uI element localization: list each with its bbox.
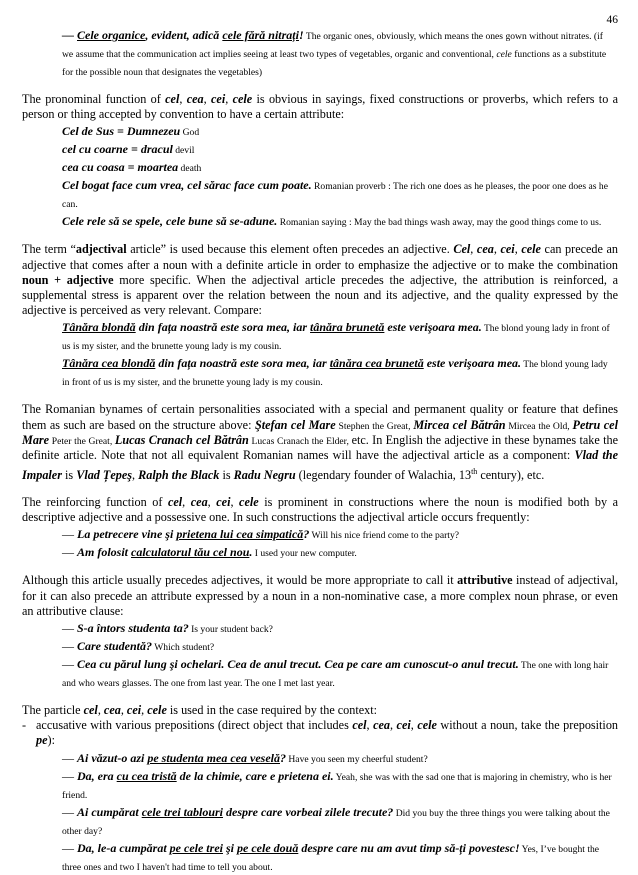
bynames-paragraph: The Romanian bynames of certain personalities associated with a special and permanent quality or feature that defines them as such are based on the structure above: Ştefan cel Mare Stephen the Great, Mircea cel Bătrân Mircea the Old, Petru cel Mare Peter the Great, Lucas Cranach cel Bătrân Lucas Cranach the Elder, etc. In English the adjective in these bynames take the definite article. Note that not all equivalent Romanian names will have the adjectival article as a component: Vlad the Impaler is Vlad Țepeş, Ralph the Black is Radu Negru (legendary founder of Walachia, 13th century), etc. — [22, 402, 618, 482]
saying-item: cea cu coasa = moartea death — [62, 160, 202, 175]
reinforcing-item: — La petrecere vine şi prietena lui cea simpatică? Will his nice friend come to the party? — [62, 527, 460, 542]
accusative-examples — [62, 749, 616, 875]
accusative-item: — Ai cumpărat cele trei tablouri despre care vorbeai zilele trecute? Did you buy the three things you were talking about the other day? — [62, 804, 610, 837]
page-body — [22, 14, 618, 875]
attributive-item: — Cea cu părul lung şi ochelari. Cea de anul trecut. Cea pe care am cunoscut-o anul trecut. The one with long hair and who wears glasses. The one from last year. The one I met last year. — [62, 656, 609, 689]
saying-item: Cele rele să se spele, cele bune să se-adune. Romanian saying : May the bad things wash away, may the good things come to us. — [62, 214, 602, 229]
accusative-item: — Ai văzut-o azi pe studenta mea cea veselă? Have you seen my cheerful student? — [62, 750, 428, 765]
particle-paragraph: The particle cel, cea, cei, cele is used in the case required by the context: — [22, 702, 378, 717]
organic-example-ro: — Cele organice, evident, adică cele fără nitrați! — [62, 28, 304, 42]
reinforcing-paragraph: The reinforcing function of cel, cea, cei, cele is prominent in constructions where the noun is modified both by a descriptive adjective and a possessive one. In such constructions the adjectival article occurs frequently: — [22, 494, 619, 525]
reinforcing-item: — Am folosit calculatorul tău cel nou. I used your new computer. — [62, 545, 357, 560]
accusative-item: — Da, era cu cea tristă de la chimie, care e prietena ei. Yeah, she was with the sad one that is majoring in chemistry, who is her friend. — [62, 768, 612, 801]
organic-example-gloss: The organic ones, obviously, which means the ones gown without nitrates. (if we assume that the communication act implies seeing at least two types of vegetables, organic and conventional, cele functions as a substitute for the possible noun that designates the vegetables) — [62, 31, 607, 78]
reinforcing-examples — [62, 525, 616, 561]
page-number: 46 — [606, 14, 618, 26]
adjectival-paragraph: The term “adjectival article” is used because this element often precedes an adjective. Cel, cea, cei, cele can precede an adjective that comes after a noun with a definite article in order to emphasize the adjective or to make the combination noun + adjective more specific. When the adjectival article precedes the adjective, the attribution is reinforced, a supplemental stress is apparent over the relation between the noun and its adjective, and the quality expressed by the adjective is perceived as very relevant. Compare: — [22, 242, 619, 318]
attributive-item: — S-a întors studenta ta? Is your student back? — [62, 620, 273, 635]
sayings-list — [62, 122, 616, 230]
attributive-examples — [62, 619, 616, 691]
saying-item: Cel bogat face cum vrea, cel sărac face cum poate. Romanian proverb : The rich one does as he pleases, the poor one does as he can. — [62, 178, 608, 211]
attributive-paragraph: Although this article usually precedes adjectives, it would be more appropriate to call it attributive instead of adjectival, for it can also precede an attribute expressed by a noun in a non-nominative case, a more complex noun phrase, or even an attributive clause: — [22, 573, 619, 618]
accusative-bullet: - accusative with various prepositions (direct object that includes cel, cea, cei, cele without a noun, take the preposition pe): — [22, 718, 619, 748]
compare-item: Tânăra cea blondă din fața noastră este sora mea, iar tânăra cea brunetă este verişoara mea. The blond young lady in front of us is my sister, and the brunette young lady is my cousin. — [62, 356, 608, 389]
organic-example — [62, 26, 616, 80]
accusative-item: — Da, le-a cumpărat pe cele trei şi pe cele două despre care nu am avut timp să-ți povestesc! Yes, I’ve bought the three ones and two I haven't had time to tell you about. — [62, 840, 600, 873]
saying-item: Cel de Sus = Dumnezeu God — [62, 124, 200, 139]
attributive-item: — Care studentă? Which student? — [62, 638, 215, 653]
compare-list — [62, 318, 616, 390]
compare-item: Tânăra blondă din fața noastră este sora mea, iar tânăra brunetă este verişoara mea. The blond young lady in front of us is my sister, and the brunette young lady is my cousin. — [62, 320, 610, 353]
pronominal-paragraph: The pronominal function of cel, cea, cei, cele is obvious in sayings, fixed constructions or proverbs, which refers to a person or thing accepted by convention to have a certain attribute: — [22, 92, 619, 122]
saying-item: cel cu coarne = dracul devil — [62, 142, 195, 157]
